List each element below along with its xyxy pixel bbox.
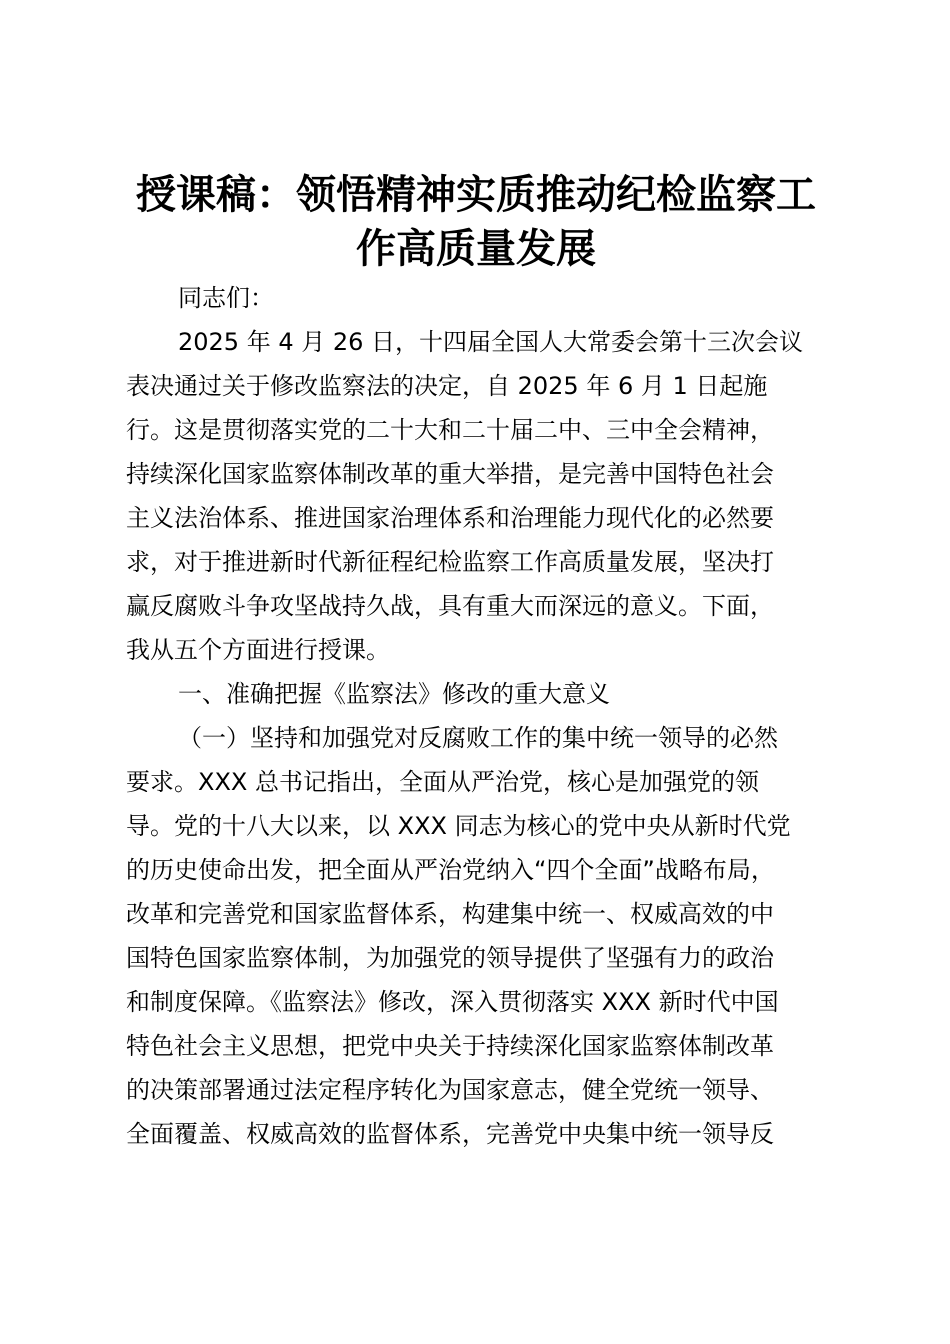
paragraph-line: （一）坚持和加强党对反腐败工作的集中统一领导的必然 — [178, 724, 778, 752]
salutation: 同志们： — [178, 284, 274, 312]
paragraph-line: 行。这是贯彻落实党的二十大和二十届二中、三中全会精神， — [126, 416, 774, 444]
paragraph-line: 的历史使命出发，把全面从严治党纳入“四个全面”战略布局， — [126, 856, 775, 884]
paragraph-line: 求，对于推进新时代新征程纪检监察工作高质量发展，坚决打 — [126, 548, 774, 576]
document-body — [126, 276, 832, 1156]
section-heading: 一、准确把握《监察法》修改的重大意义 — [178, 680, 610, 708]
paragraph-line: 的决策部署通过法定程序转化为国家意志，健全党统一领导、 — [126, 1076, 774, 1104]
paragraph-line: 持续深化国家监察体制改革的重大举措，是完善中国特色社会 — [126, 460, 774, 488]
paragraph-line: 国特色国家监察体制，为加强党的领导提供了坚强有力的政治 — [126, 944, 774, 972]
paragraph-line: 导。党的十八大以来，以 XXX 同志为核心的党中央从新时代党 — [126, 812, 791, 840]
paragraph-line: 表决通过关于修改监察法的决定，自 2025 年 6 月 1 日起施 — [126, 372, 768, 400]
paragraph-line: 我从五个方面进行授课。 — [126, 636, 390, 664]
title-line-2: 作高质量发展 — [356, 225, 596, 272]
paragraph-line: 改革和完善党和国家监督体系，构建集中统一、权威高效的中 — [126, 900, 774, 928]
paragraph-line: 主义法治体系、推进国家治理体系和治理能力现代化的必然要 — [126, 504, 774, 532]
title-line-1: 授课稿：领悟精神实质推动纪检监察工 — [136, 171, 816, 218]
paragraph-line: 要求。XXX 总书记指出，全面从严治党，核心是加强党的领 — [126, 768, 759, 796]
paragraph-line: 赢反腐败斗争攻坚战持久战，具有重大而深远的意义。下面， — [126, 592, 774, 620]
paragraph-line: 特色社会主义思想，把党中央关于持续深化国家监察体制改革 — [126, 1032, 774, 1060]
document-title — [118, 168, 834, 276]
paragraph-line: 2025 年 4 月 26 日，十四届全国人大常委会第十三次会议 — [178, 328, 804, 356]
paragraph-line: 和制度保障。《监察法》修改，深入贯彻落实 XXX 新时代中国 — [126, 988, 779, 1016]
paragraph-line: 全面覆盖、权威高效的监督体系，完善党中央集中统一领导反 — [126, 1120, 774, 1148]
